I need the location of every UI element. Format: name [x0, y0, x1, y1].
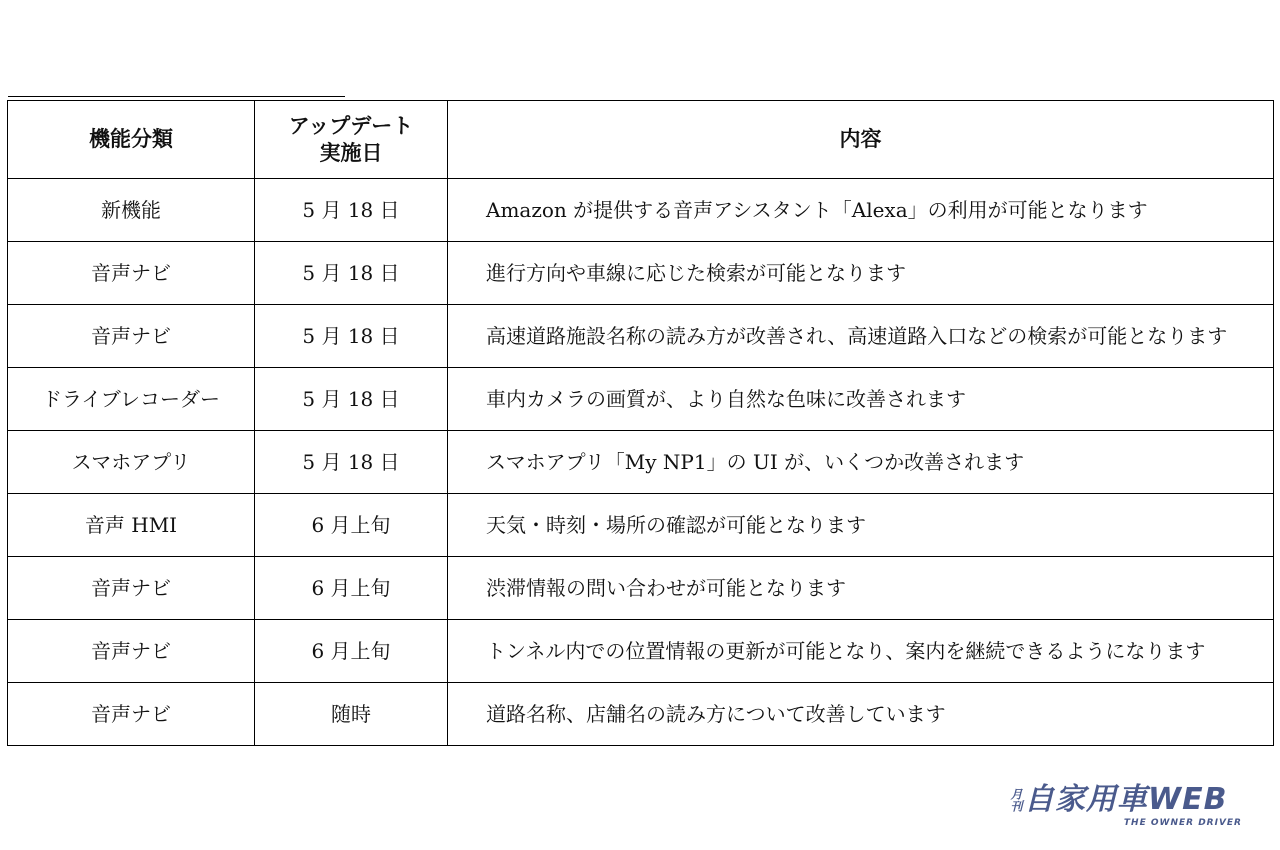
header-category: 機能分類: [8, 101, 255, 179]
cell-content: 車内カメラの画質が、より自然な色味に改善されます: [448, 368, 1274, 431]
cell-date: 6 月上旬: [255, 494, 448, 557]
cell-category: 音声ナビ: [8, 683, 255, 746]
cell-category: 音声ナビ: [8, 557, 255, 620]
cell-date: 6 月上旬: [255, 620, 448, 683]
top-rule: [8, 96, 345, 97]
header-date-line2: 実施日: [319, 140, 383, 165]
header-content: 内容: [448, 101, 1274, 179]
cell-category: 音声ナビ: [8, 305, 255, 368]
table-row: [8, 620, 1274, 683]
cell-content: 高速道路施設名称の読み方が改善され、高速道路入口などの検索が可能となります: [448, 305, 1274, 368]
cell-content: トンネル内での位置情報の更新が可能となり、案内を継続できるようになります: [448, 620, 1274, 683]
cell-content: 天気・時刻・場所の確認が可能となります: [448, 494, 1274, 557]
cell-category: 音声ナビ: [8, 242, 255, 305]
cell-content: スマホアプリ「My NP1」の UI が、いくつか改善されます: [448, 431, 1274, 494]
cell-date: 5 月 18 日: [255, 368, 448, 431]
update-table: [7, 100, 1274, 746]
site-logo: [1000, 782, 1250, 832]
logo-main-text: 自家用車WEB: [1024, 782, 1228, 817]
cell-date: 随時: [255, 683, 448, 746]
cell-category: 音声ナビ: [8, 620, 255, 683]
cell-date: 6 月上旬: [255, 557, 448, 620]
header-date: [255, 101, 448, 179]
cell-content: 進行方向や車線に応じた検索が可能となります: [448, 242, 1274, 305]
logo-subtitle: THE OWNER DRIVER: [1123, 818, 1242, 828]
table-row: [8, 305, 1274, 368]
cell-category: 音声 HMI: [8, 494, 255, 557]
table-row: [8, 368, 1274, 431]
cell-date: 5 月 18 日: [255, 242, 448, 305]
cell-date: 5 月 18 日: [255, 305, 448, 368]
cell-content: Amazon が提供する音声アシスタント「Alexa」の利用が可能となります: [448, 179, 1274, 242]
table-row: [8, 683, 1274, 746]
table-row: [8, 179, 1274, 242]
header-date-line1: アップデート: [288, 114, 414, 139]
table-header-row: [8, 101, 1274, 179]
cell-category: 新機能: [8, 179, 255, 242]
cell-category: スマホアプリ: [8, 431, 255, 494]
cell-content: 道路名称、店舗名の読み方について改善しています: [448, 683, 1274, 746]
table-row: [8, 242, 1274, 305]
table-row: [8, 494, 1274, 557]
cell-category: ドライブレコーダー: [8, 368, 255, 431]
table-row: [8, 431, 1274, 494]
logo-small-text: 月刊: [1009, 788, 1023, 812]
cell-date: 5 月 18 日: [255, 431, 448, 494]
cell-content: 渋滞情報の問い合わせが可能となります: [448, 557, 1274, 620]
table-row: [8, 557, 1274, 620]
cell-date: 5 月 18 日: [255, 179, 448, 242]
